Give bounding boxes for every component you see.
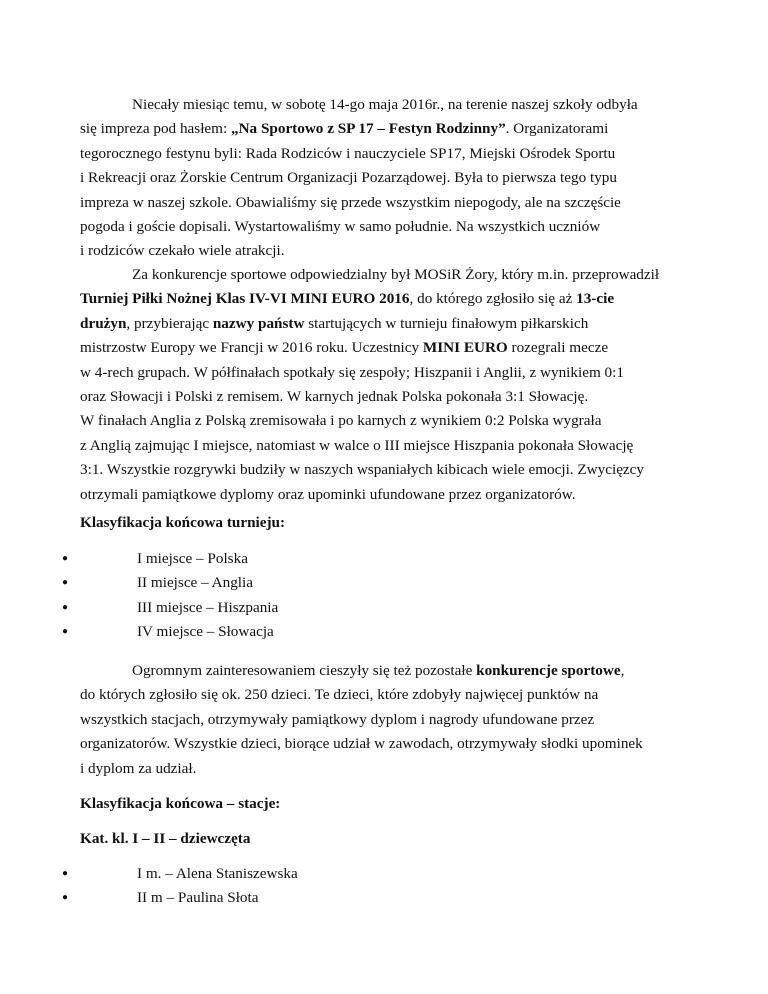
text-run: do których zgłosiło się ok. 250 dzieci. Te dzieci, które zdobyły najwięcej punktów na xyxy=(80,686,599,704)
text-run: , przybierając xyxy=(126,314,213,332)
text-run: W finałach Anglia z Polską zremisowała i po karnych z wynikiem 0:2 Polska wygrała xyxy=(80,412,602,430)
bold-text-run: konkurencje sportowe xyxy=(476,662,621,679)
text-line xyxy=(80,710,594,730)
text-run: startujących w turnieju finałowym piłkarskich xyxy=(304,314,589,332)
text-line xyxy=(80,289,614,309)
text-line xyxy=(80,436,633,456)
list-item: I m. – Alena Staniszewska xyxy=(137,865,298,882)
text-run: . Organizatorami xyxy=(505,120,609,138)
text-run: z Anglią zajmując I miejsce, natomiast w walce o III miejsce Hiszpania pokonała Słowację xyxy=(80,436,634,454)
text-line xyxy=(80,119,608,139)
text-run: pogoda i goście dopisali. Wystartowaliśmy w samo południe. Na wszystkich uczniów xyxy=(80,218,601,235)
text-line xyxy=(80,363,624,383)
text-line xyxy=(80,338,608,358)
bold-text-run: MINI EURO xyxy=(422,339,508,357)
list-item: II m – Paulina Słota xyxy=(137,889,259,907)
bullet-icon: ● xyxy=(62,892,69,904)
text-run: , xyxy=(620,662,625,679)
text-line xyxy=(80,241,285,261)
text-run: i rodziców czekało wiele atrakcji. xyxy=(80,242,285,260)
text-run: mistrzostw Europy we Francji w 2016 roku. Uczestnicy xyxy=(80,339,423,357)
text-line xyxy=(80,485,576,505)
text-run: impreza w naszej szkole. Obawialiśmy się przede wszystkim niepogody, ale na szczęście xyxy=(80,193,621,211)
text-run: tegorocznego festynu byli: Rada Rodziców i nauczyciele SP17, Miejski Ośrodek Sportu xyxy=(80,144,616,162)
bullet-icon: ● xyxy=(62,577,69,589)
text-line xyxy=(80,460,644,480)
text-line xyxy=(80,168,617,188)
text-line xyxy=(132,265,659,285)
text-run: oraz Słowacji i Polski z remisem. W karnych jednak Polska pokonała 3:1 Słowację. xyxy=(80,388,589,405)
text-run: w 4-rech grupach. W półfinałach spotkały się zespoły; Hiszpanii i Anglii, z wynikiem 0:1 xyxy=(80,363,624,381)
text-line xyxy=(80,217,600,237)
text-line xyxy=(80,144,615,164)
list-item: IV miejsce – Słowacja xyxy=(137,623,274,641)
heading-tournament-classification: Klasyfikacja końcowa turnieju: xyxy=(80,514,286,531)
list-item: I miejsce – Polska xyxy=(137,550,248,567)
bullet-icon: ● xyxy=(62,601,69,613)
list-item: II miejsce – Anglia xyxy=(137,574,253,592)
bold-text-run: 13-cie xyxy=(576,290,615,308)
bold-text-run: Turniej Piłki Nożnej Klas IV-VI MINI EURO 2016 xyxy=(80,290,410,308)
text-line xyxy=(80,734,643,754)
text-line xyxy=(80,193,621,213)
text-run: Za konkurencje sportowe odpowiedzialny był MOSiR Żory, który m.in. przeprowadził xyxy=(132,266,660,283)
bold-text-run: drużyn xyxy=(80,314,127,332)
text-run: i dyplom za udział. xyxy=(80,759,197,777)
bold-text-run: nazwy państw xyxy=(212,314,305,332)
bullet-icon: ● xyxy=(62,868,69,879)
text-run: Ogromnym zainteresowaniem cieszyły się też pozostałe xyxy=(132,662,477,679)
bullet-icon: ● xyxy=(62,553,69,564)
text-line xyxy=(80,685,598,705)
bold-text-run: „Na Sportowo z SP 17 – Festyn Rodzinny” xyxy=(231,120,506,138)
text-run: , do którego zgłosiło się aż xyxy=(409,290,577,308)
text-line xyxy=(132,95,638,115)
heading-stations-classification: Klasyfikacja końcowa – stacje: xyxy=(80,795,281,812)
bullet-icon: ● xyxy=(62,626,69,638)
text-line xyxy=(80,759,196,779)
text-line xyxy=(132,661,624,681)
text-run: się impreza pod hasłem: xyxy=(80,120,231,138)
text-line xyxy=(80,411,601,431)
heading-category-girls: Kat. kl. I – II – dziewczęta xyxy=(80,830,251,847)
text-run: otrzymali pamiątkowe dyplomy oraz upominki ufundowane przez organizatorów. xyxy=(80,485,576,503)
text-run: i Rekreacji oraz Żorskie Centrum Organizacji Pozarządowej. Była to pierwsza tego typu xyxy=(80,169,617,187)
text-run: wszystkich stacjach, otrzymywały pamiątkowy dyplom i nagrody ufundowane przez xyxy=(80,710,595,728)
text-run: Niecały miesiąc temu, w sobotę 14-go maja 2016r., na terenie naszej szkoły odbyła xyxy=(132,96,638,113)
text-run: organizatorów. Wszystkie dzieci, biorące udział w zawodach, otrzymywały słodki upominek xyxy=(80,735,643,753)
text-run: 3:1. Wszystkie rozgrywki budziły w naszych wspaniałych kibicach wiele emocji. Zwycięzcy xyxy=(80,461,645,479)
text-run: rozegrali mecze xyxy=(507,339,609,357)
text-line xyxy=(80,387,588,407)
list-item: III miejsce – Hiszpania xyxy=(137,598,279,616)
text-line xyxy=(80,314,588,334)
